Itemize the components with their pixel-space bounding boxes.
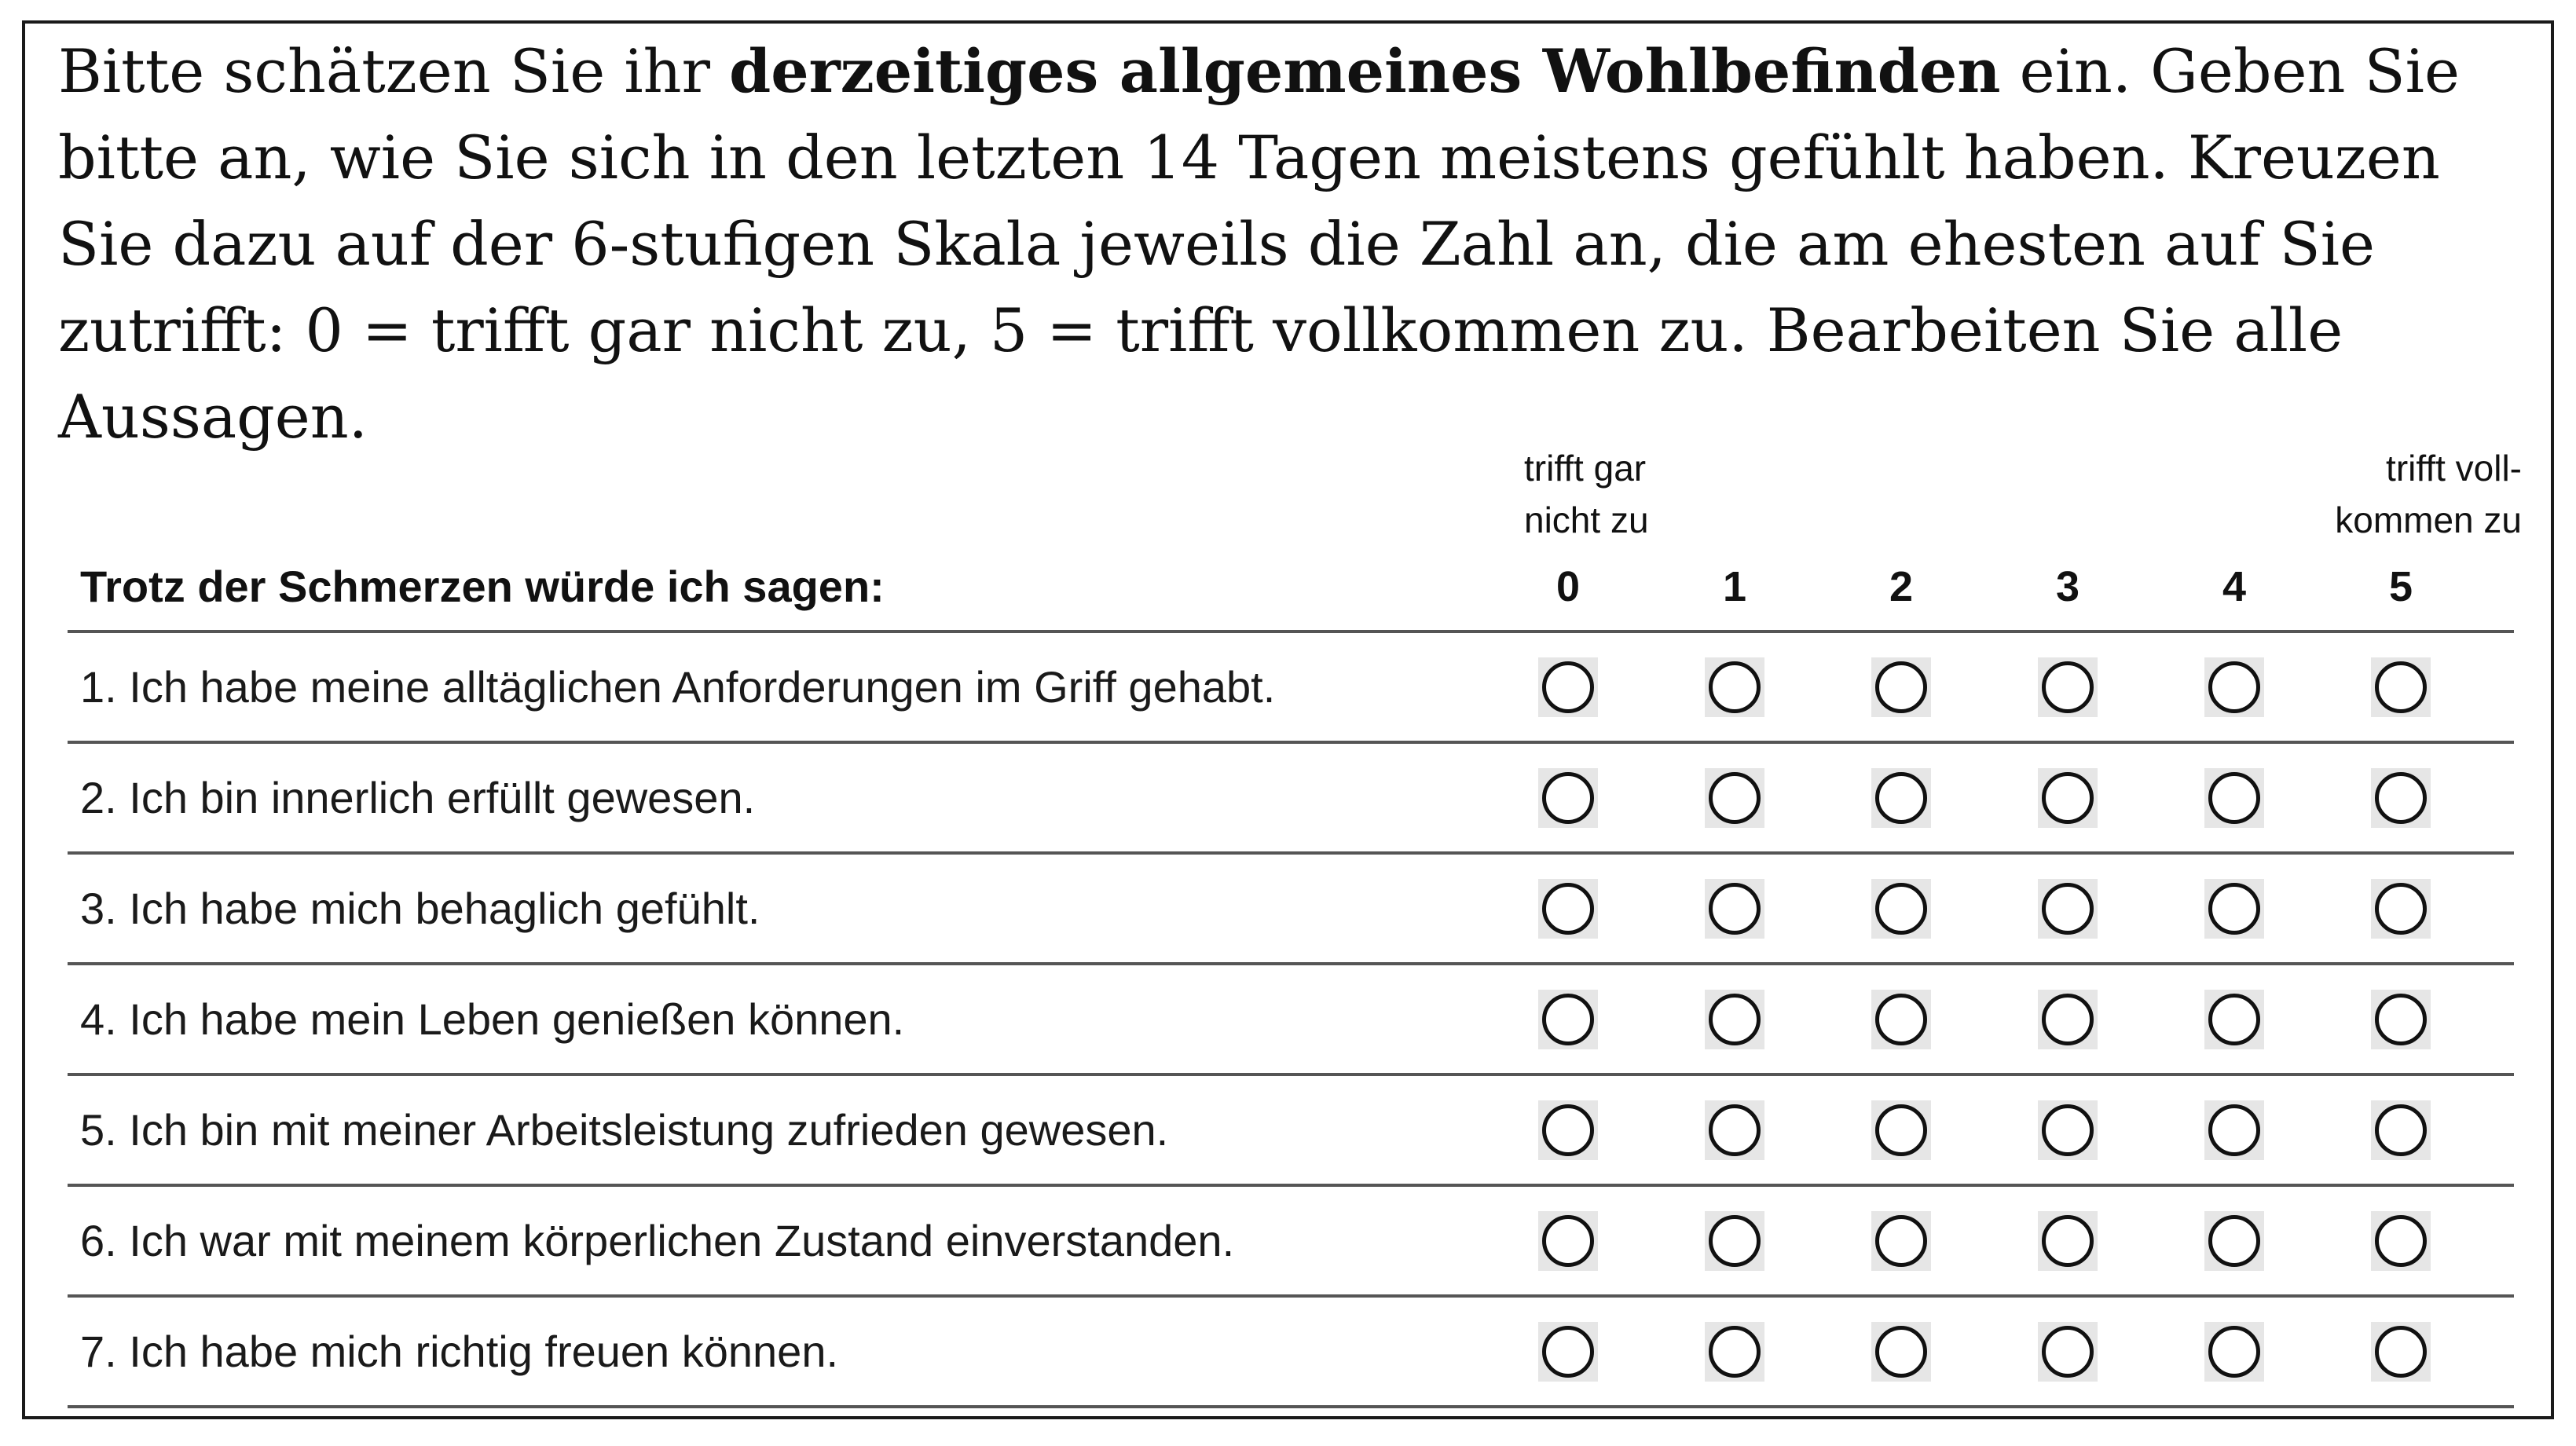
- row-divider: [68, 1294, 2514, 1298]
- item-2-option-4-radio[interactable]: [2204, 768, 2264, 828]
- item-4-option-5-radio[interactable]: [2371, 990, 2431, 1049]
- instructions-part-2: ein. Geben Sie bitte an, wie Sie sich in den letzten 14 Tagen meistens gefühlt haben. Kreuzen Sie dazu auf der 6-stufigen Skala jeweils die Zahl an, die am ehesten auf Sie zutrifft: 0 = trifft gar nicht zu, 5 = trifft vollkommen zu. Bearbeiten Sie alle Aussagen.: [58, 36, 2460, 452]
- scale-high-label: [2286, 442, 2522, 546]
- item-1-option-3-radio[interactable]: [2038, 657, 2098, 717]
- row-divider: [68, 962, 2514, 965]
- instructions-bold-phrase: derzeitiges allgemeines Wohlbefinden: [729, 36, 2001, 106]
- item-6-option-0-radio[interactable]: [1538, 1211, 1598, 1271]
- item-1-option-1-radio[interactable]: [1705, 657, 1764, 717]
- item-3-option-3-radio[interactable]: [2038, 879, 2098, 939]
- item-3-option-4-radio[interactable]: [2204, 879, 2264, 939]
- instructions-text: [58, 28, 2533, 460]
- item-4-option-3-radio[interactable]: [2038, 990, 2098, 1049]
- item-5-label: 5. Ich bin mit meiner Arbeitsleistung zufrieden gewesen.: [80, 1104, 1169, 1155]
- item-3-option-5-radio[interactable]: [2371, 879, 2431, 939]
- instructions-part-1: Bitte schätzen Sie ihr: [58, 36, 730, 106]
- item-7-label: 7. Ich habe mich richtig freuen können.: [80, 1326, 839, 1376]
- item-7-option-3-radio[interactable]: [2038, 1322, 2098, 1382]
- item-5-option-4-radio[interactable]: [2204, 1100, 2264, 1160]
- item-7-option-1-radio[interactable]: [1705, 1322, 1764, 1382]
- item-2-option-2-radio[interactable]: [1871, 768, 1931, 828]
- item-7-option-5-radio[interactable]: [2371, 1322, 2431, 1382]
- item-4-option-2-radio[interactable]: [1871, 990, 1931, 1049]
- row-divider: [68, 741, 2514, 744]
- item-1-option-2-radio[interactable]: [1871, 657, 1931, 717]
- item-2-option-0-radio[interactable]: [1538, 768, 1598, 828]
- column-header-5: 5: [2388, 563, 2413, 610]
- table-title: Trotz der Schmerzen würde ich sagen:: [80, 562, 885, 611]
- column-header-2: 2: [1889, 563, 1914, 610]
- item-4-label: 4. Ich habe mein Leben genießen können.: [80, 994, 905, 1044]
- item-4-option-1-radio[interactable]: [1705, 990, 1764, 1049]
- item-6-option-4-radio[interactable]: [2204, 1211, 2264, 1271]
- column-header-3: 3: [2055, 563, 2080, 610]
- scale-high-label-line-1: trifft voll-: [2386, 448, 2522, 489]
- row-divider: [68, 1073, 2514, 1076]
- item-2-option-1-radio[interactable]: [1705, 768, 1764, 828]
- item-7-option-4-radio[interactable]: [2204, 1322, 2264, 1382]
- item-7-option-2-radio[interactable]: [1871, 1322, 1931, 1382]
- item-4-option-4-radio[interactable]: [2204, 990, 2264, 1049]
- row-divider: [68, 1405, 2514, 1408]
- scale-high-label-line-2: kommen zu: [2335, 500, 2522, 540]
- column-header-0: 0: [1555, 563, 1581, 610]
- item-6-option-2-radio[interactable]: [1871, 1211, 1931, 1271]
- row-divider: [68, 1184, 2514, 1187]
- item-1-label: 1. Ich habe meine alltäglichen Anforderungen im Griff gehabt.: [80, 661, 1276, 712]
- item-5-option-3-radio[interactable]: [2038, 1100, 2098, 1160]
- item-1-option-4-radio[interactable]: [2204, 657, 2264, 717]
- item-3-option-0-radio[interactable]: [1538, 879, 1598, 939]
- item-6-option-3-radio[interactable]: [2038, 1211, 2098, 1271]
- item-2-label: 2. Ich bin innerlich erfüllt gewesen.: [80, 772, 756, 822]
- item-5-option-5-radio[interactable]: [2371, 1100, 2431, 1160]
- item-5-option-1-radio[interactable]: [1705, 1100, 1764, 1160]
- item-3-label: 3. Ich habe mich behaglich gefühlt.: [80, 883, 760, 933]
- item-3-option-1-radio[interactable]: [1705, 879, 1764, 939]
- scale-low-label: [1524, 442, 1713, 546]
- item-3-option-2-radio[interactable]: [1871, 879, 1931, 939]
- item-1-option-0-radio[interactable]: [1538, 657, 1598, 717]
- item-6-label: 6. Ich war mit meinem körperlichen Zustand einverstanden.: [80, 1215, 1235, 1265]
- column-header-4: 4: [2222, 563, 2247, 610]
- row-divider: [68, 630, 2514, 633]
- item-1-option-5-radio[interactable]: [2371, 657, 2431, 717]
- item-4-option-0-radio[interactable]: [1538, 990, 1598, 1049]
- item-7-option-0-radio[interactable]: [1538, 1322, 1598, 1382]
- column-header-1: 1: [1722, 563, 1747, 610]
- item-6-option-5-radio[interactable]: [2371, 1211, 2431, 1271]
- item-5-option-2-radio[interactable]: [1871, 1100, 1931, 1160]
- item-5-option-0-radio[interactable]: [1538, 1100, 1598, 1160]
- scale-low-label-line-2: nicht zu: [1524, 500, 1649, 540]
- item-6-option-1-radio[interactable]: [1705, 1211, 1764, 1271]
- item-2-option-5-radio[interactable]: [2371, 768, 2431, 828]
- scale-low-label-line-1: trifft gar: [1524, 448, 1647, 489]
- row-divider: [68, 851, 2514, 855]
- item-2-option-3-radio[interactable]: [2038, 768, 2098, 828]
